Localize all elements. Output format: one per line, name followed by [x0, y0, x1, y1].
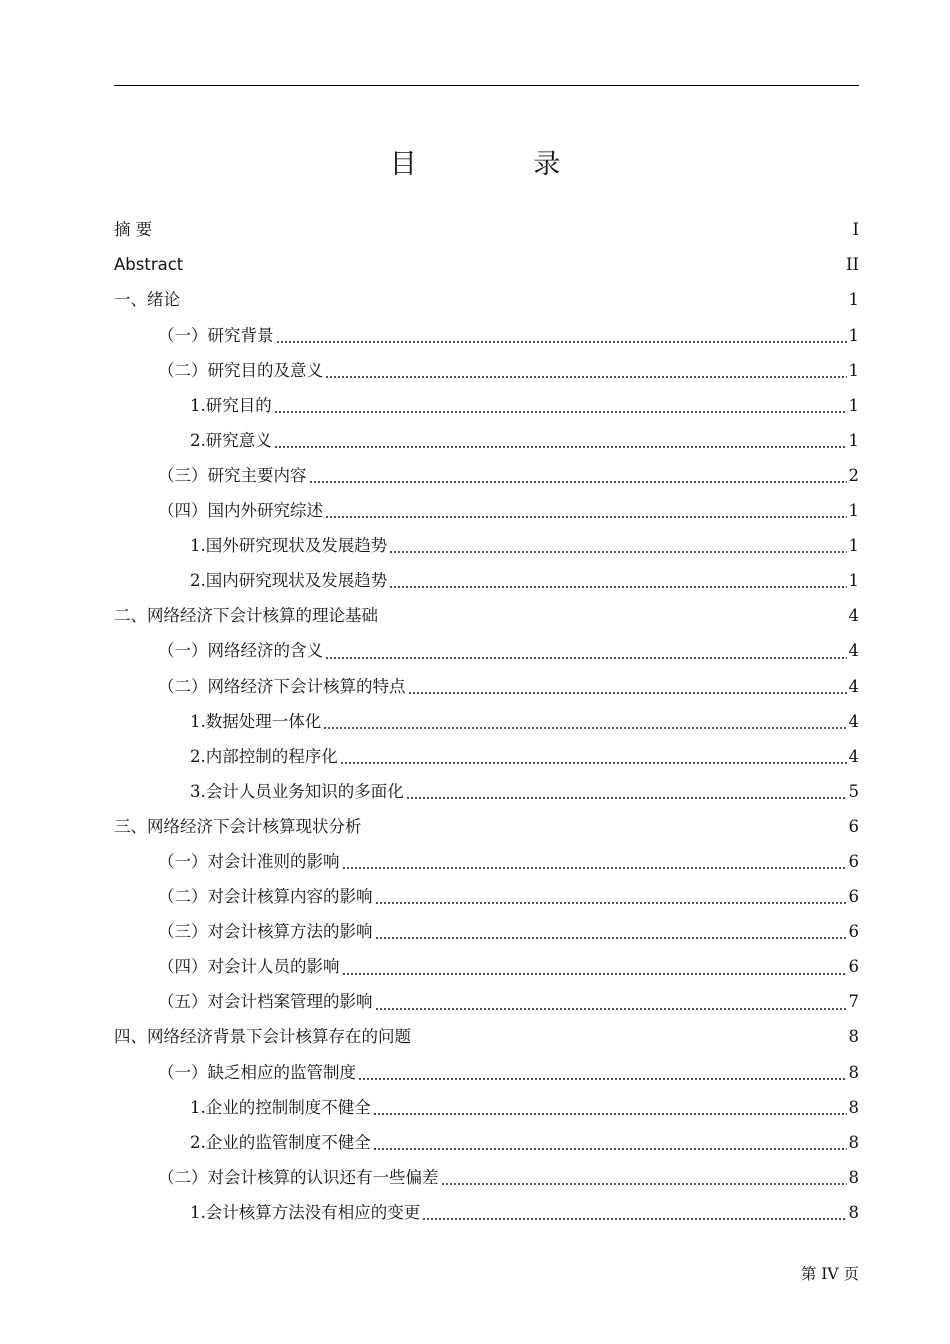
toc-entry-label: （一）网络经济的含义	[158, 641, 323, 661]
toc-dot-leader	[325, 515, 847, 519]
toc-dot-leader	[375, 1007, 847, 1011]
toc-entry[interactable]	[114, 599, 859, 634]
toc-dot-leader	[154, 235, 849, 239]
toc-entry[interactable]	[114, 1020, 859, 1055]
toc-entry[interactable]	[114, 459, 859, 494]
toc-title: 目 录	[389, 149, 615, 180]
toc-entry-page: 8	[848, 1062, 859, 1082]
toc-dot-leader	[342, 866, 847, 870]
toc-entry-page: 6	[848, 957, 859, 977]
toc-entry[interactable]	[114, 564, 859, 599]
toc-entry[interactable]	[114, 845, 859, 880]
toc-entry-page: 1	[848, 290, 859, 310]
toc-entry-label: （二）网络经济下会计核算的特点	[158, 676, 406, 696]
toc-entry-page: 4	[848, 711, 859, 731]
toc-entry[interactable]	[114, 213, 859, 248]
toc-dot-leader	[274, 410, 847, 414]
toc-entry-page: 1	[848, 536, 859, 556]
header-rule	[114, 85, 859, 86]
toc-entry-label: 四、网络经济背景下会计核算存在的问题	[114, 1027, 411, 1047]
toc-entry-label: 2.企业的监管制度不健全	[190, 1132, 371, 1152]
toc-entry-page: 8	[848, 1202, 859, 1222]
toc-entry-label: 三、网络经济下会计核算现状分析	[114, 816, 362, 836]
toc-entry[interactable]	[114, 1090, 859, 1125]
toc-entry-label: 1.研究目的	[190, 395, 272, 415]
toc-entry-page: 8	[848, 1167, 859, 1187]
toc-entry-page: 6	[848, 816, 859, 836]
toc-entry-page: 6	[848, 851, 859, 871]
toc-entry[interactable]	[114, 424, 859, 459]
toc-entry[interactable]	[114, 283, 859, 318]
toc-dot-leader	[389, 550, 846, 554]
toc-entry-page: 1	[848, 501, 859, 521]
toc-dot-leader	[182, 305, 847, 309]
toc-dot-leader	[413, 1042, 847, 1046]
toc-entry-label: 3.会计人员业务知识的多面化	[190, 781, 404, 801]
toc-entry-label: （一）对会计准则的影响	[158, 851, 340, 871]
toc-entry[interactable]	[114, 1196, 859, 1231]
toc-entry-page: 1	[848, 360, 859, 380]
toc-entry-page: 1	[848, 571, 859, 591]
toc-entry-page: 7	[848, 992, 859, 1012]
toc-entry-page: 1	[848, 430, 859, 450]
toc-dot-leader	[441, 1182, 847, 1186]
toc-entry[interactable]	[114, 1161, 859, 1196]
toc-entry[interactable]	[114, 353, 859, 388]
toc-entry-label: 1.企业的控制制度不健全	[190, 1097, 371, 1117]
toc-dot-leader	[375, 901, 847, 905]
toc-entry-label: 2.内部控制的程序化	[190, 746, 338, 766]
toc-entry[interactable]	[114, 985, 859, 1020]
toc-entry[interactable]	[114, 669, 859, 704]
toc-entry-page: 8	[848, 1132, 859, 1152]
page-number-footer: 第 IV 页	[800, 1265, 859, 1283]
toc-entry[interactable]	[114, 1125, 859, 1160]
toc-entry-label: （三）对会计核算方法的影响	[158, 922, 373, 942]
toc-entry[interactable]	[114, 248, 859, 283]
toc-entry[interactable]	[114, 739, 859, 774]
toc-dot-leader	[422, 1217, 846, 1221]
toc-entry-page: I	[852, 220, 859, 240]
toc-entry[interactable]	[114, 704, 859, 739]
toc-entry-label: （一）研究背景	[158, 325, 274, 345]
toc-dot-leader	[364, 831, 847, 835]
toc-entry-page: 4	[848, 676, 859, 696]
toc-entry-page: 6	[848, 887, 859, 907]
toc-dot-leader	[276, 340, 847, 344]
toc-entry-label: （一）缺乏相应的监管制度	[158, 1062, 356, 1082]
toc-entry[interactable]	[114, 810, 859, 845]
toc-entry-page: 8	[848, 1027, 859, 1047]
toc-entry-page: 2	[848, 465, 859, 485]
toc-entry-page: 6	[848, 922, 859, 942]
toc-dot-leader	[406, 796, 847, 800]
toc-entry-label: 1.国外研究现状及发展趋势	[190, 536, 388, 556]
toc-entry-label: （三）研究主要内容	[158, 465, 307, 485]
toc-dot-leader	[373, 1147, 847, 1151]
toc-entry[interactable]	[114, 388, 859, 423]
toc-entry-page: 4	[848, 746, 859, 766]
toc-entry[interactable]	[114, 318, 859, 353]
toc-entry-page: 4	[848, 606, 859, 626]
toc-entry-page: II	[845, 255, 859, 275]
toc-dot-leader	[274, 445, 847, 449]
toc-dot-leader	[380, 621, 847, 625]
toc-entry-label: （四）对会计人员的影响	[158, 957, 340, 977]
toc-entry-label: 摘 要	[114, 220, 153, 240]
toc-dot-leader	[340, 761, 847, 765]
toc-dot-leader	[389, 585, 846, 589]
toc-entry-label: （二）对会计核算的认识还有一些偏差	[158, 1167, 439, 1187]
toc-entry-label: 一、绪论	[114, 290, 180, 310]
table-of-contents	[114, 213, 859, 1231]
toc-entry-page: 4	[848, 641, 859, 661]
toc-entry-page: 8	[848, 1097, 859, 1117]
toc-entry[interactable]	[114, 494, 859, 529]
toc-entry-page: 1	[848, 325, 859, 345]
toc-entry[interactable]	[114, 915, 859, 950]
toc-dot-leader	[342, 972, 847, 976]
toc-entry[interactable]	[114, 950, 859, 985]
toc-entry-label: （二）对会计核算内容的影响	[158, 887, 373, 907]
toc-entry[interactable]	[114, 775, 859, 810]
toc-entry-label: Abstract	[114, 255, 184, 275]
toc-entry[interactable]	[114, 1055, 859, 1090]
toc-dot-leader	[325, 656, 847, 660]
toc-entry[interactable]	[114, 634, 859, 669]
toc-entry-label: 2.研究意义	[190, 430, 272, 450]
toc-entry-label: 1.数据处理一体化	[190, 711, 322, 731]
toc-entry-label: （四）国内外研究综述	[158, 501, 323, 521]
toc-dot-leader	[309, 480, 847, 484]
toc-dot-leader	[408, 691, 847, 695]
toc-dot-leader	[323, 726, 846, 730]
toc-entry[interactable]	[114, 529, 859, 564]
toc-entry-page: 5	[848, 781, 859, 801]
toc-dot-leader	[375, 936, 847, 940]
toc-entry[interactable]	[114, 880, 859, 915]
toc-entry-page: 1	[848, 395, 859, 415]
toc-dot-leader	[185, 270, 844, 274]
toc-dot-leader	[373, 1112, 847, 1116]
toc-entry-label: （二）研究目的及意义	[158, 360, 323, 380]
toc-entry-label: 二、网络经济下会计核算的理论基础	[114, 606, 378, 626]
toc-dot-leader	[325, 375, 847, 379]
toc-entry-label: （五）对会计档案管理的影响	[158, 992, 373, 1012]
toc-entry-label: 1.会计核算方法没有相应的变更	[190, 1202, 421, 1222]
toc-entry-label: 2.国内研究现状及发展趋势	[190, 571, 388, 591]
toc-dot-leader	[358, 1077, 847, 1081]
